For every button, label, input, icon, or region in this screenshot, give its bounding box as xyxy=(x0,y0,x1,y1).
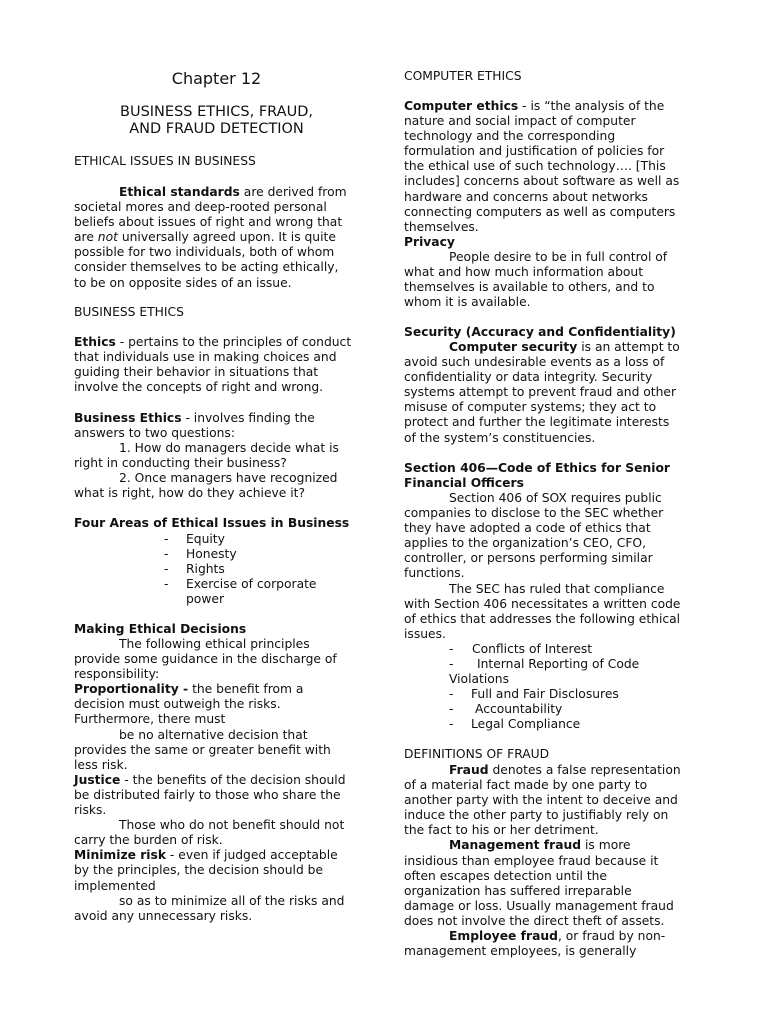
para-computer-security: Computer security is an attempt to avoid such undesirable events as a loss of confidentiality or data integrity. Security systems attempt to prevent fraud and other misuse of computer systems; they act to protect and further the legitimate interests of the system’s constituencies. xyxy=(404,340,680,445)
para-computer-ethics: Computer ethics - is “the analysis of the nature and social impact of computer technology and the corresponding formulation and justification of policies for the ethical use of such technology…. [This includes] concerns about software as well as hardware and concerns about networks connecting computers as well as computers themselves. Privacy People desire to be in full control of what and how much information about themselves is available to others, and to whom it is available. xyxy=(404,99,680,310)
section-406-list xyxy=(449,642,709,733)
four-areas-list xyxy=(164,532,364,607)
list-item: - Exercise of corporate xyxy=(164,577,317,592)
term-ethical-standards: Ethical standards xyxy=(119,185,240,199)
chapter-title xyxy=(74,104,359,138)
term-proportionality: Proportionality - xyxy=(74,682,189,697)
term-management-fraud: Management fraud xyxy=(449,838,582,853)
list-item-cont: power xyxy=(186,592,225,607)
para-business-ethics: Business Ethics - involves finding the answers to two questions: 1. How do managers decide what is right in conducting their business? 2. Once managers have recognized what is right, how do they achieve it? xyxy=(74,411,339,501)
chapter-title-line1: BUSINESS ETHICS, FRAUD, xyxy=(120,104,313,120)
heading-security: Security (Accuracy and Confidentiality) xyxy=(404,325,676,339)
list-item: - Rights xyxy=(164,562,225,577)
term-justice: Justice xyxy=(74,772,121,787)
para-section-406: Section 406 of SOX requires public companies to disclose to the SEC whether they have adopted a code of ethics that applies to the organization’s CEO, CFO, controller, or persons performing similar functions. The SEC has ruled that compliance with Section 406 necessitates a written code of ethics that addresses the following ethical issues. xyxy=(404,491,681,641)
list-item: - Internal Reporting of Code xyxy=(449,657,640,672)
chapter-label: Chapter 12 xyxy=(171,69,262,88)
chapter-title-line2: AND FRAUD DETECTION xyxy=(129,121,304,137)
list-item: - Full and Fair Disclosures xyxy=(449,687,619,702)
list-item: - Legal Compliance xyxy=(449,717,581,732)
heading-section-406: Section 406—Code of Ethics for Senior Financial Officers xyxy=(404,461,670,491)
heading-making-decisions: Making Ethical Decisions xyxy=(74,622,247,636)
term-ethics: Ethics xyxy=(74,335,116,349)
para-fraud: Fraud denotes a false representation of a material fact made by one party to another party with the intent to deceive and induce the other party to justifiably rely on the fact to his or her detriment. Management fraud is more insidious than employee fraud because it often escapes detection until the organization has suffered irreparable damage or loss. Usually management fraud does not involve the direct theft of assets. Employee fraud, or fraud by non- management employees, is generally xyxy=(404,763,681,959)
para-ethical-standards: Ethical standards are derived from societal mores and deep-rooted personal beliefs about issues of right and wrong that are not universally agreed upon. It is quite possible for two individuals, both of whom consider themselves to be acting ethically, to be on opposite sides of an issue. xyxy=(74,185,347,290)
list-item: - Conflicts of Interest xyxy=(449,642,593,656)
term-fraud: Fraud xyxy=(449,763,489,777)
term-business-ethics: Business Ethics xyxy=(74,411,182,425)
heading-four-areas: Four Areas of Ethical Issues in Business xyxy=(74,516,350,530)
term-computer-ethics: Computer ethics xyxy=(404,99,519,113)
para-ethics: Ethics - pertains to the principles of conduct that individuals use in making choices and guiding their behavior in situations that involve the concepts of right and wrong. xyxy=(74,335,352,395)
heading-privacy: Privacy xyxy=(404,234,455,249)
term-minimize-risk: Minimize risk xyxy=(74,848,167,863)
list-item: - Accountability xyxy=(449,702,563,717)
heading-ethical-issues: ETHICAL ISSUES IN BUSINESS xyxy=(74,154,256,168)
para-making-decisions: The following ethical principles provide some guidance in the discharge of responsibility: Proportionality - the benefit from a decision must outweigh the risks. Furthermore, there must be no alternative decision that provides the same or greater benefit with less risk. Justice - the benefits of the decision should be distributed fairly to those who share the risks. Those who do not benefit should not carry the burden of risk. Minimize risk - even if judged acceptable by the principles, the decision should be implemented so as to minimize all of the risks and avoid any unnecessary risks. xyxy=(74,637,346,923)
heading-computer-ethics: COMPUTER ETHICS xyxy=(404,69,522,83)
list-item: - Honesty xyxy=(164,547,237,562)
list-item: - Equity xyxy=(164,532,225,546)
list-item-cont: Violations xyxy=(449,672,509,687)
heading-business-ethics: BUSINESS ETHICS xyxy=(74,305,184,319)
heading-fraud-definitions: DEFINITIONS OF FRAUD xyxy=(404,747,550,761)
term-computer-security: Computer security xyxy=(449,340,578,354)
term-employee-fraud: Employee fraud xyxy=(449,929,558,944)
